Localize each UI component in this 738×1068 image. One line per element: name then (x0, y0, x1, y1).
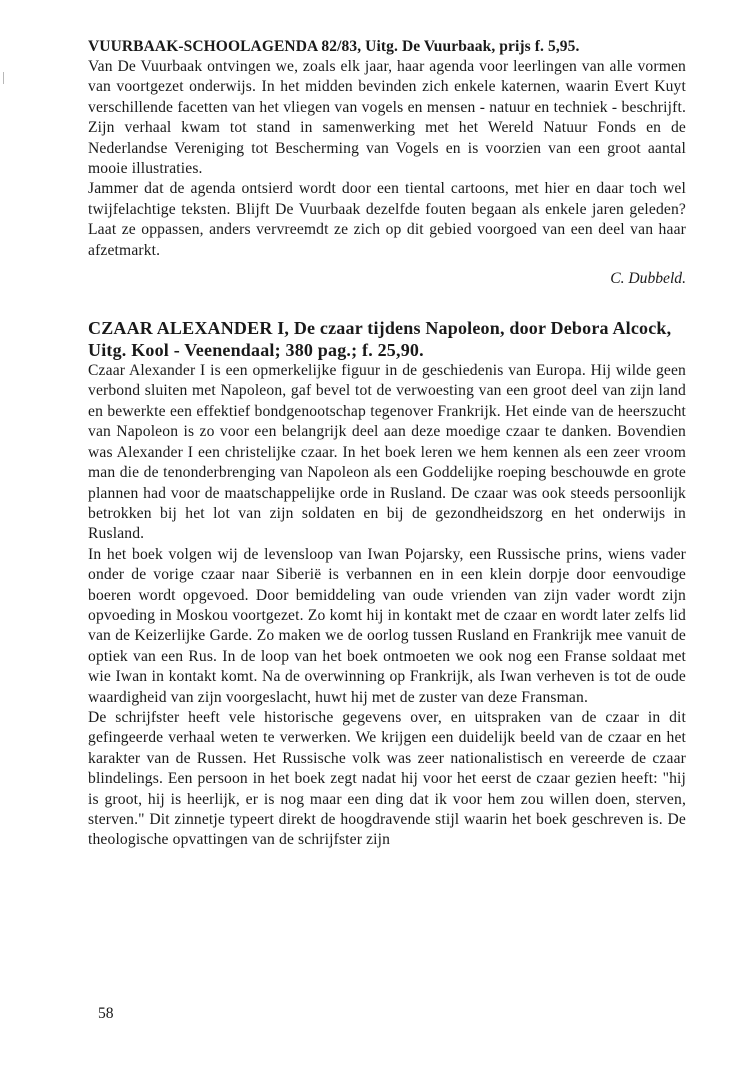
review-czaar-alexander (88, 317, 686, 851)
page-content (88, 36, 686, 851)
review-heading: CZAAR ALEXANDER I, De czaar tijdens Napoleon, door Debora Alcock, Uitg. Kool - Veenendaal; 380 pag.; f. 25,90. (88, 318, 672, 361)
review-paragraph: Czaar Alexander I is een opmerkelijke figuur in de geschiedenis van Europa. Hij wilde geen verbond sluiten met Napoleon, gaf bevel tot de verwoesting van een groot deel van zijn land en bewerkte een effektief bondgenootschap tegenover Frankrijk. Het einde van de heerszucht van Napoleon is zo voor een belangrijk deel aan deze moedige czaar te danken. Bovendien was Alexander I een christelijke czaar. In het boek leren we hem kennen als een zeer vroom man die de tenonderbrenging van Napoleon als een Goddelijke roeping beschouwde en grote plannen had voor de maatschappelijke orde in Rusland. De czaar was ook steeds persoonlijk betrokken bij het lot van zijn soldaten en bij de gezondheidszorg en het onderwijs in Rusland. (88, 362, 686, 543)
review-heading: VUURBAAK-SCHOOLAGENDA 82/83, Uitg. De Vuurbaak, prijs f. 5,95. (88, 38, 580, 55)
review-paragraph: In het boek volgen wij de levensloop van Iwan Pojarsky, een Russische prins, wiens vader onder de vorige czaar naar Siberië is verbannen en in een klein dorpje door eenvoudige boeren wordt opgevoed. Door bemiddeling van oude vrienden van zijn vader wordt zijn opvoeding in Moskou voortgezet. Zo komt hij in kontakt met de czaar en wordt later zelfs lid van de Keizerlijke Garde. Zo maken we de oorlog tussen Rusland en Frankrijk mee vanuit de optiek van een Rus. In de loop van het boek ontmoeten we ook nog een Franse soldaat met wie Iwan in kontakt komt. Na de overwinning op Frankrijk, als Iwan verheven is tot de oude waardigheid van zijn voorgeslacht, huwt hij met de zuster van deze Fransman. (88, 545, 686, 706)
review-author: C. Dubbeld. (610, 270, 686, 288)
review-paragraph: Jammer dat de agenda ontsierd wordt door een tiental cartoons, met hier en daar toch wel twijfelachtige teksten. Blijft De Vuurbaak dezelfde fouten begaan als enkele jaren geleden? Laat ze oppassen, anders vervreemdt ze zich op dit gebied voorgoed van een deel van haar afzetmarkt. (88, 180, 686, 259)
review-paragraph: De schrijfster heeft vele historische gegevens over, en uitspraken van de czaar in dit gefingeerde verhaal weten te verwerken. We krijgen een duidelijk beeld van de czaar en het karakter van de Russen. Het Russische volk was zeer nationalistisch en vereerde de czaar blindelings. Een persoon in het boek zegt nadat hij voor het eerst de czaar gezien heeft: "hij is groot, hij is heerlijk, er is nog maar een ding dat ik voor hem zou willen doen, sterven, sterven." Dit zinnetje typeert direkt de hoogdravende stijl waarin het boek geschreven is. De theologische opvattingen van de schrijfster zijn (88, 708, 686, 849)
review-paragraph: Van De Vuurbaak ontvingen we, zoals elk jaar, haar agenda voor leerlingen van alle vormen van voortgezet onderwijs. In het midden bevinden zich enkele katernen, waarin Evert Kuyt verschillende facetten van het vliegen van vogels en mensen - natuur en techniek - beschrijft. Zijn verhaal kwam tot stand in samenwerking met het Wereld Natuur Fonds en de Nederlandse Vereniging tot Bescherming van Vogels en is voorzien van een groot aantal mooie illustraties. (88, 58, 686, 178)
page-number: 58 (98, 1005, 114, 1022)
margin-mark (3, 72, 4, 84)
review-vuurbaak-schoolagenda (88, 36, 686, 289)
